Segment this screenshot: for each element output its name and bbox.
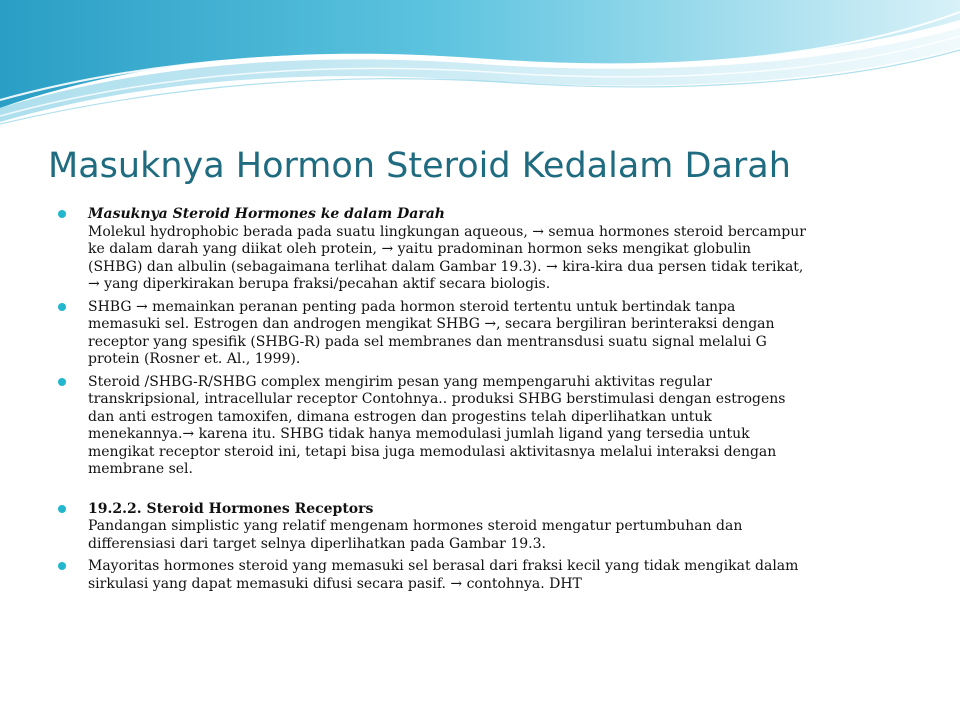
bullet-line: mengikat receptor steroid ini, tetapi bisa juga memodulasi aktivitasnya melalui interaksi dengan — [88, 443, 777, 460]
bullet-line: → yang diperkirakan berupa fraksi/pecahan aktif secara biologis. — [88, 276, 551, 292]
bullet-item-steroid-complex — [58, 374, 918, 479]
bullet-line: sirkulasi yang dapat memasuki difusi secara pasif. → contohnya. DHT — [88, 575, 582, 592]
bullet-list — [58, 206, 918, 598]
bullet-line: dan anti estrogen tamoxifen, dimana estrogen dan progestins telah diperlihatkan untuk — [88, 408, 712, 425]
bullet-line: Molekul hydrophobic berada pada suatu lingkungan aqueous, → semua hormones steroid bercampur — [88, 223, 806, 240]
bullet-item-shbg — [58, 299, 918, 369]
bullet-line: Mayoritas hormones steroid yang memasuki sel berasal dari fraksi kecil yang tidak mengikat dalam — [88, 558, 799, 574]
bullet-dot-icon — [58, 505, 66, 513]
bullet-heading: 19.2.2. Steroid Hormones Receptors — [88, 500, 374, 517]
bullet-dot-icon — [58, 210, 66, 218]
bullet-line: Pandangan simplistic yang relatif mengenam hormones steroid mengatur pertumbuhan dan — [88, 518, 743, 534]
bullet-line: transkripsional, intracellular receptor Contohnya.. produksi SHBG berstimulasi dengan estrogens — [88, 391, 786, 407]
bullet-dot-icon — [58, 562, 66, 570]
bullet-line: (SHBG) dan albulin (sebagaimana terlihat dalam Gambar 19.3). → kira-kira dua persen tidak terikat, — [88, 258, 804, 275]
bullet-item-steroid-entry — [58, 206, 918, 294]
bullet-line: receptor yang spesifik (SHBG-R) pada sel membranes dan mentransdusi suatu signal melalui G — [88, 333, 767, 350]
bullet-line: differensiasi dari target selnya diperlihatkan pada Gambar 19.3. — [88, 535, 546, 552]
header-wave-decoration — [0, 0, 960, 130]
bullet-line: membrane sel. — [88, 461, 193, 477]
bullet-dot-icon — [58, 378, 66, 386]
bullet-line: protein (Rosner et. Al., 1999). — [88, 351, 301, 367]
bullet-item-majority — [58, 558, 918, 593]
bullet-dot-icon — [58, 303, 66, 311]
bullet-line: menekannya.→ karena itu. SHBG tidak hanya memodulasi jumlah ligand yang tersedia untuk — [88, 426, 750, 442]
bullet-heading: Masuknya Steroid Hormones ke dalam Darah — [88, 206, 445, 222]
bullet-line: memasuki sel. Estrogen dan androgen mengikat SHBG →, secara bergiliran berinteraksi dengan — [88, 316, 775, 332]
bullet-line: SHBG → memainkan peranan penting pada hormon steroid tertentu untuk bertindak tanpa — [88, 298, 736, 315]
bullet-item-receptors — [58, 501, 918, 554]
bullet-line: ke dalam darah yang diikat oleh protein, → yaitu pradominan hormon seks mengikat globulin — [88, 241, 752, 257]
bullet-line: Steroid /SHBG-R/SHBG complex mengirim pesan yang mempengaruhi aktivitas regular — [88, 373, 712, 390]
slide-title: Masuknya Hormon Steroid Kedalam Darah — [48, 146, 791, 186]
